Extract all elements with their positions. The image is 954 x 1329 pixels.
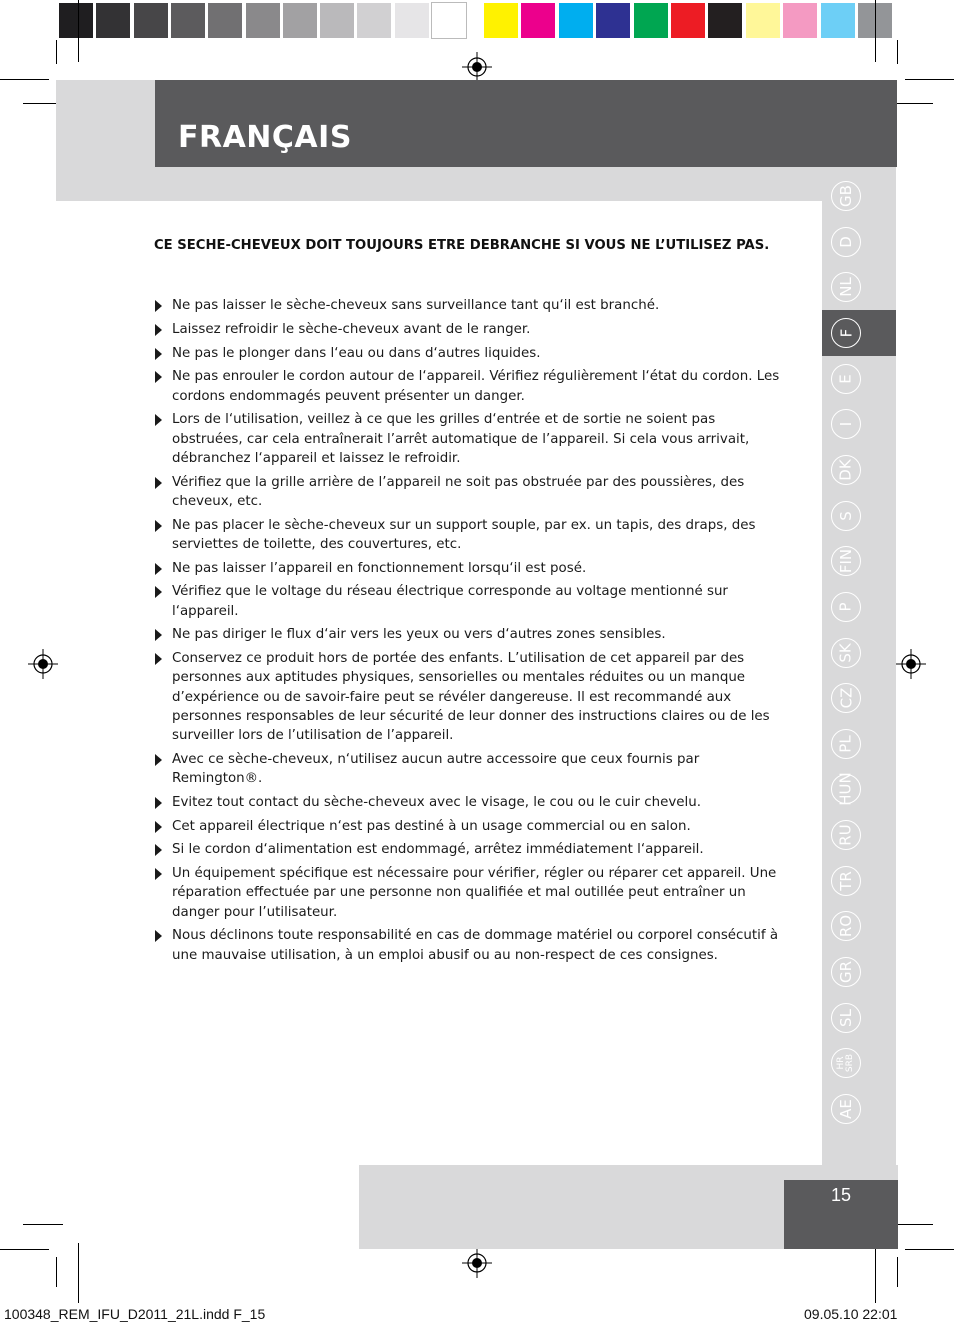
crop-mark: [893, 1224, 933, 1225]
list-item-text: Avec ce sèche-cheveux, n‘utilisez aucun autre accessoire que ceux fournis par Remington®.: [172, 751, 700, 786]
list-item: [154, 559, 786, 578]
list-item: [154, 649, 786, 745]
language-code: GB: [836, 185, 855, 207]
triangle-bullet-icon: [155, 653, 162, 665]
list-item-text: Ne pas placer le sèche-cheveux sur un support souple, par ex. un tapis, des draps, des serviettes de toilette, des couvertures, etc.: [172, 517, 756, 552]
grey-swatch: [246, 3, 280, 38]
language-code: FIN: [837, 549, 855, 574]
language-code: RO: [836, 915, 855, 938]
list-item-text: Ne pas laisser le sèche-cheveux sans surveillance tant qu‘il est branché.: [172, 298, 660, 313]
color-swatch: [708, 3, 742, 38]
language-code: AE: [837, 1099, 855, 1119]
grey-swatch: [320, 3, 354, 38]
registration-mark-icon: [896, 649, 926, 679]
list-item-text: Cet appareil électrique n‘est pas destiné à un usage commercial ou en salon.: [172, 818, 691, 834]
grey-swatch: [208, 3, 242, 38]
triangle-bullet-icon: [155, 414, 162, 426]
list-item-text: Conservez ce produit hors de portée des enfants. L’utilisation de cet appareil par des personnes aux aptitudes physiques, sensorielles ou mentales réduites ou un manque d’expérience ou de savoir-faire peut se révéler dangereuse. Il est recommandé aux personnes responsables de leur sécurité de leur donner des instructions claires ou de les surveiller lors de l’utilisation de l’appareil.: [172, 651, 770, 743]
crop-mark: [0, 1249, 49, 1250]
language-code: CZ: [837, 687, 855, 709]
triangle-bullet-icon: [155, 563, 162, 575]
list-item: [154, 367, 786, 405]
list-item: [154, 516, 786, 554]
grey-swatch: [59, 3, 93, 38]
language-d: [831, 227, 861, 257]
page-number: 15: [830, 1185, 852, 1205]
list-item-text: Nous déclinons toute responsabilité en cas de dommage matériel ou corporel consécutif à une mauvaise utilisation, à un emploi abusif ou au non-respect de ces consignes.: [172, 928, 779, 963]
triangle-bullet-icon: [155, 348, 162, 360]
list-item: [154, 344, 786, 363]
crop-mark: [23, 1224, 63, 1225]
language-s: [831, 501, 861, 531]
color-swatch: [484, 3, 518, 38]
list-item-text: Un équipement spécifique est nécessaire pour vérifier, régler ou réparer cet appareil. Une réparation effectuée par une personne non qualifiée et mal outillée peut entraîner un danger pour l’utilisateur.: [172, 866, 777, 920]
print-datetime: 09.05.10 22:01: [804, 1306, 898, 1322]
language-code: F: [836, 328, 855, 338]
color-swatch: [521, 3, 555, 38]
list-item: [154, 410, 786, 468]
language-sk: [831, 638, 861, 668]
list-item: [154, 793, 786, 812]
language-code: SL: [836, 1008, 855, 1027]
color-swatch: [671, 3, 705, 38]
language-code: I: [837, 422, 855, 427]
grey-swatch: [395, 3, 429, 38]
crop-mark: [875, 0, 876, 62]
language-code: GR: [836, 961, 855, 984]
triangle-bullet-icon: [155, 300, 162, 312]
crop-mark: [78, 1243, 79, 1303]
list-item: [154, 840, 786, 859]
triangle-bullet-icon: [155, 586, 162, 598]
list-item: [154, 926, 786, 964]
crop-mark: [78, 0, 79, 62]
triangle-bullet-icon: [155, 324, 162, 336]
language-gr: [831, 957, 861, 987]
list-item-text: Ne pas diriger le flux d‘air vers les yeux ou vers d‘autres zones sensibles.: [172, 627, 666, 643]
language-gb: [831, 181, 861, 211]
triangle-bullet-icon: [155, 844, 162, 856]
list-item: [154, 296, 786, 315]
list-item-text: Ne pas enrouler le cordon autour de l‘appareil. Vérifiez régulièrement l‘état du cordon. Les cordons endommagés peuvent présenter un danger.: [172, 369, 780, 404]
triangle-bullet-icon: [155, 821, 162, 833]
language-p: [831, 592, 861, 622]
language-code: HR SRB: [835, 1054, 855, 1073]
language-ae: [831, 1094, 861, 1124]
language-code: S: [837, 510, 855, 521]
triangle-bullet-icon: [155, 371, 162, 383]
grey-swatch: [134, 3, 168, 38]
language-dk: [831, 455, 861, 485]
language-code: PL: [837, 735, 855, 753]
crop-mark: [905, 1249, 954, 1250]
registration-mark-icon: [28, 649, 58, 679]
triangle-bullet-icon: [155, 930, 162, 942]
list-item-text: Si le cordon d‘alimentation est endommagé, arrêtez immédiatement l‘appareil.: [172, 842, 704, 858]
print-file-info: 100348_REM_IFU_D2011_21L.indd F_15: [4, 1306, 266, 1322]
registration-mark-icon: [462, 52, 492, 82]
language-cz: [831, 683, 861, 713]
language-fin: [831, 546, 861, 576]
list-item-text: Evitez tout contact du sèche-cheveux avec le visage, le cou ou le cuir chevelu.: [172, 794, 701, 810]
language-code: RU: [837, 824, 855, 846]
color-swatch: [634, 3, 668, 38]
language-code: E: [836, 373, 855, 384]
crop-mark: [875, 1243, 876, 1303]
crop-mark: [56, 1257, 57, 1287]
list-item-text: Ne pas laisser l’appareil en fonctionnement lorsqu‘il est posé.: [172, 560, 587, 576]
list-item-text: Vérifiez que le voltage du réseau électrique corresponde au voltage mentionné sur l‘appareil.: [172, 584, 728, 619]
grey-swatch: [432, 3, 466, 38]
color-swatch: [746, 3, 780, 38]
registration-mark-icon: [462, 1248, 492, 1278]
crop-mark: [897, 40, 898, 64]
crop-mark: [897, 1257, 898, 1287]
grey-swatch: [171, 3, 205, 38]
language-code: HUN: [837, 772, 856, 807]
triangle-bullet-icon: [155, 797, 162, 809]
safety-instructions-list: [154, 296, 786, 969]
grey-swatch: [357, 3, 391, 38]
language-code: TR: [837, 870, 855, 891]
list-item: [154, 320, 786, 339]
language-pl: [831, 729, 861, 759]
language-sl: [831, 1003, 861, 1033]
crop-mark: [0, 79, 49, 80]
crop-mark: [893, 103, 933, 104]
list-item: [154, 625, 786, 644]
color-swatch: [596, 3, 630, 38]
language-ru: [831, 820, 861, 850]
list-item: [154, 864, 786, 922]
warning-heading: CE SECHE-CHEVEUX DOIT TOUJOURS ETRE DEBRANCHE SI VOUS NE L’UTILISEZ PAS.: [154, 238, 770, 253]
color-swatch: [783, 3, 817, 38]
list-item: [154, 750, 786, 788]
color-swatch: [559, 3, 593, 38]
triangle-bullet-icon: [155, 629, 162, 641]
list-item-text: Lors de l‘utilisation, veillez à ce que les grilles d‘entrée et de sortie ne soient pas obstruées, car cela entraînerait l’arrêt automatique de l’appareil. Si cela vous arrivait, débranchez l‘appareil et laissez le refroidir.: [172, 412, 750, 466]
list-item: [154, 473, 786, 511]
list-item-text: Ne pas le plonger dans l‘eau ou dans d‘autres liquides.: [172, 345, 541, 361]
language-tr: [831, 866, 861, 896]
color-swatch: [821, 3, 855, 38]
list-item-text: Laissez refroidir le sèche-cheveux avant de le ranger.: [172, 321, 531, 337]
grey-swatch: [96, 3, 130, 38]
language-code: P: [836, 602, 855, 612]
list-item: [154, 817, 786, 836]
list-item-text: Vérifiez que la grille arrière de l’appareil ne soit pas obstruée par des poussières, des cheveux, etc.: [172, 474, 745, 509]
triangle-bullet-icon: [155, 520, 162, 532]
language-e: [831, 364, 861, 394]
triangle-bullet-icon: [155, 868, 162, 880]
language-f: [831, 318, 861, 348]
language-code: SK: [836, 642, 855, 663]
triangle-bullet-icon: [155, 477, 162, 489]
crop-mark: [905, 79, 954, 80]
language-code: NL: [836, 277, 855, 298]
grey-swatch: [283, 3, 317, 38]
page-title: FRANÇAIS: [178, 120, 352, 155]
language-code: DK: [836, 459, 855, 481]
triangle-bullet-icon: [155, 754, 162, 766]
crop-mark: [56, 40, 57, 64]
language-code: D: [837, 235, 855, 248]
list-item: [154, 582, 786, 620]
